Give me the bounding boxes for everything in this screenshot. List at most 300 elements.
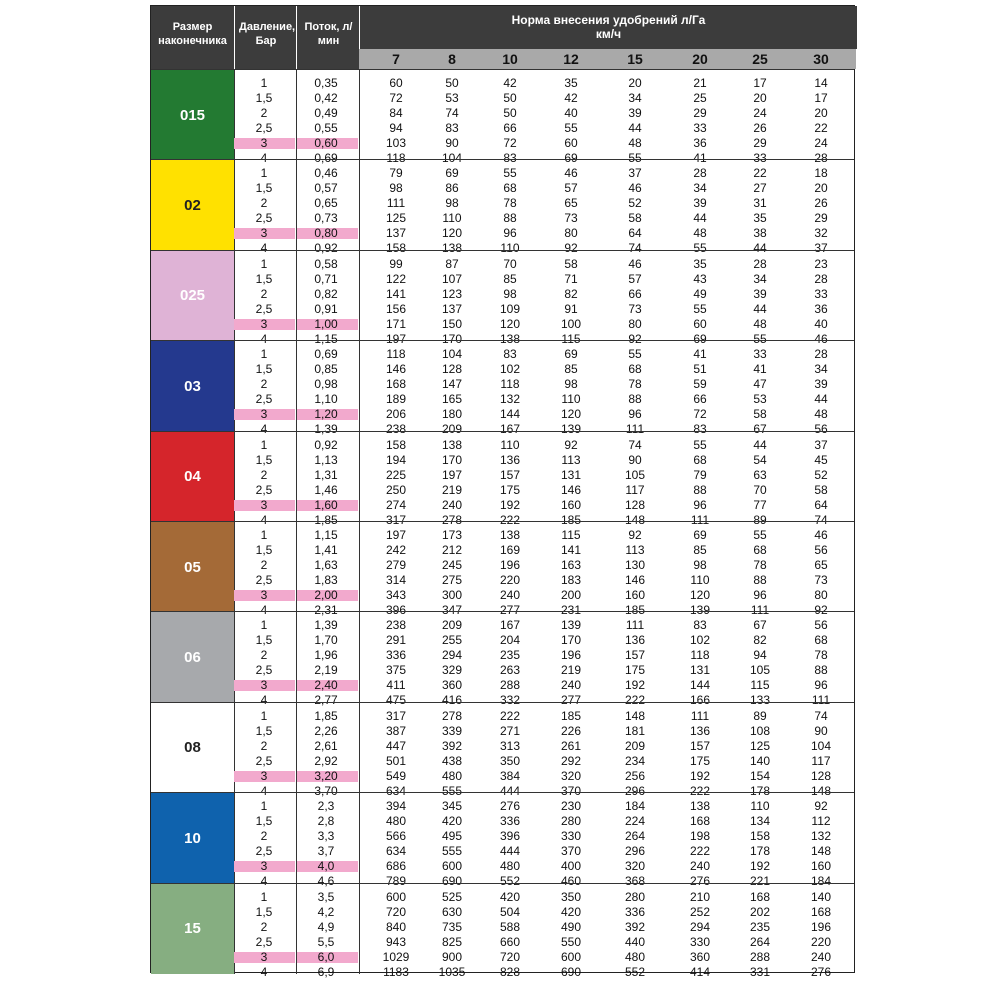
rate-cell: 789: [385, 874, 407, 889]
pressure-cell: 3: [260, 497, 268, 512]
flow-cell: 0,85: [314, 362, 338, 377]
rate-cell: 42: [503, 76, 517, 90]
rate-cell: 39: [753, 286, 767, 301]
rate-cell: 111: [750, 603, 770, 617]
rate-cell: 80: [628, 316, 642, 331]
rate-cell: 139: [560, 618, 582, 633]
rate-cell: 123: [441, 286, 463, 301]
pressure-cell: 4: [260, 874, 268, 889]
rate-cell: 90: [445, 136, 459, 150]
rate-cell: 175: [624, 663, 646, 678]
rate-cell: 98: [693, 558, 707, 572]
rate-cell: 300: [441, 588, 463, 602]
flow-cell: 2,77: [314, 693, 338, 708]
pressure-cell: 1,5: [255, 723, 273, 738]
pressure-cell: 1: [260, 76, 268, 90]
pressure-cell: 2: [260, 558, 268, 572]
table-row: [234, 829, 854, 844]
table-row: [234, 287, 854, 302]
rate-cell: 480: [441, 768, 463, 783]
flow-cell: 1,15: [314, 528, 338, 542]
nozzle-size-swatch: [151, 612, 234, 702]
rate-cell: 330: [560, 829, 582, 844]
rate-cell: 555: [441, 844, 463, 859]
rate-cell: 144: [499, 407, 521, 422]
table-row: [234, 166, 854, 181]
rate-cell: 235: [499, 648, 521, 663]
nozzle-group: [151, 250, 854, 346]
rate-cell: 168: [810, 904, 832, 919]
rate-cell: 68: [814, 633, 828, 648]
rate-cell: 37: [814, 241, 828, 256]
rate-cell: 148: [810, 844, 832, 859]
rate-cell: 146: [385, 362, 407, 377]
rate-cell: 70: [503, 256, 517, 271]
rate-cell: 73: [628, 301, 642, 316]
rate-cell: 234: [624, 753, 646, 768]
rate-cell: 110: [561, 392, 581, 407]
table-row: [234, 226, 854, 241]
pressure-cell: 3: [260, 949, 268, 964]
rate-cell: 92: [564, 241, 578, 256]
pressure-cell: 2,5: [255, 301, 273, 316]
pressure-cell: 2,5: [255, 844, 273, 859]
rate-cell: 192: [749, 859, 771, 874]
rate-cell: 131: [689, 663, 711, 678]
rate-cell: 263: [499, 663, 521, 678]
rate-cell: 55: [753, 331, 767, 346]
rate-cell: 189: [385, 392, 407, 407]
rate-cell: 138: [499, 528, 521, 542]
rate-cell: 278: [441, 708, 463, 723]
rate-cell: 55: [753, 528, 767, 542]
rate-cell: 17: [814, 91, 828, 105]
rate-cell: 238: [385, 618, 407, 633]
pressure-cell: 1,5: [255, 904, 273, 919]
flow-cell: 0,57: [314, 181, 338, 196]
rate-cell: 26: [814, 196, 828, 211]
rate-cell: 69: [564, 151, 578, 165]
table-row: [234, 528, 854, 543]
rate-cell: 110: [750, 799, 770, 814]
pressure-cell: 1: [260, 347, 268, 362]
rate-cell: 185: [624, 603, 646, 617]
rate-cell: 55: [503, 166, 517, 181]
rate-cell: 46: [628, 181, 642, 196]
table-row: [234, 136, 854, 151]
rate-cell: 134: [749, 814, 771, 829]
rate-cell: 56: [814, 618, 828, 633]
rate-cell: 170: [441, 331, 463, 346]
speed-header-6: 25: [752, 51, 768, 67]
rate-cell: 943: [385, 934, 407, 949]
rate-cell: 68: [693, 452, 707, 467]
rate-cell: 96: [503, 226, 517, 241]
rate-cell: 240: [441, 497, 463, 512]
pressure-cell: 2: [260, 286, 268, 301]
flow-cell: 6,9: [317, 964, 335, 979]
rate-cell: 74: [814, 708, 828, 723]
nozzle-size-swatch: [151, 884, 234, 974]
nozzle-size-label: 02: [184, 197, 201, 215]
rate-cell: 148: [624, 708, 646, 723]
rate-cell: 55: [693, 437, 707, 452]
nozzle-size-label: 15: [184, 920, 201, 938]
nozzle-size-swatch: [151, 70, 234, 160]
rate-cell: 138: [441, 437, 463, 452]
rate-cell: 110: [442, 211, 462, 226]
rate-cell: 339: [441, 723, 463, 738]
rate-cell: 47: [753, 377, 767, 392]
rate-cell: 74: [628, 241, 642, 256]
pressure-cell: 4: [260, 603, 268, 617]
rate-cell: 36: [814, 301, 828, 316]
pressure-cell: 3: [260, 407, 268, 422]
flow-cell: 1,20: [314, 407, 338, 422]
nozzle-size-swatch: [151, 160, 234, 250]
rate-cell: 111: [625, 422, 645, 437]
rate-cell: 42: [564, 91, 578, 105]
table-row: [234, 362, 854, 377]
rate-cell: 370: [560, 783, 582, 798]
rate-cell: 141: [385, 286, 407, 301]
rate-cell: 110: [500, 437, 520, 452]
table-row: [234, 302, 854, 317]
rate-cell: 690: [560, 964, 582, 979]
nozzle-group: [151, 159, 854, 256]
flow-header-text: Поток, л/мин: [304, 21, 353, 47]
rate-cell: 480: [624, 949, 646, 964]
rate-cell: 634: [385, 844, 407, 859]
rate-cell: 113: [561, 452, 581, 467]
rate-cell: 118: [500, 377, 520, 392]
rate-cell: 242: [385, 543, 407, 557]
rate-cell: 40: [814, 316, 828, 331]
rate-cell: 37: [814, 437, 828, 452]
table-row: [234, 724, 854, 739]
rate-cell: 291: [385, 633, 407, 648]
rate-cell: 71: [564, 271, 578, 286]
rate-cell: 73: [564, 211, 578, 226]
rate-cell: 552: [624, 964, 646, 979]
pressure-cell: 1,5: [255, 814, 273, 829]
rate-cell: 210: [689, 889, 711, 904]
rate-cell: 69: [693, 331, 707, 346]
rate-cell: 54: [753, 452, 767, 467]
rate-cell: 277: [499, 603, 521, 617]
flow-cell: 4,6: [317, 874, 335, 889]
flow-cell: 0,80: [314, 226, 338, 241]
rate-cell: 84: [389, 106, 403, 120]
rate-cell: 64: [628, 226, 642, 241]
table-row: [234, 663, 854, 678]
rate-cell: 57: [564, 181, 578, 196]
flow-cell: 3,7: [317, 844, 335, 859]
rate-cell: 60: [693, 316, 707, 331]
table-row: [234, 814, 854, 829]
rate-cell: 28: [814, 271, 828, 286]
rate-cell: 336: [624, 904, 646, 919]
rate-cell: 83: [503, 347, 517, 362]
pressure-cell: 4: [260, 693, 268, 708]
rate-cell: 38: [753, 226, 767, 241]
pressure-cell: 2: [260, 467, 268, 482]
rate-cell: 420: [441, 814, 463, 829]
rate-cell: 37: [628, 166, 642, 181]
rate-cell: 79: [693, 467, 707, 482]
flow-cell: 3,3: [317, 829, 335, 844]
table-row: [234, 558, 854, 573]
rate-cell: 345: [441, 799, 463, 814]
rate-cell: 65: [814, 558, 828, 572]
nozzle-size-swatch: [151, 793, 234, 883]
rate-cell: 197: [385, 528, 407, 542]
flow-cell: 1,83: [314, 573, 338, 587]
rate-cell: 40: [564, 106, 578, 120]
rate-cell: 137: [441, 301, 463, 316]
rate-cell: 157: [499, 467, 521, 482]
pressure-cell: 3: [260, 768, 268, 783]
rate-cell: 600: [441, 859, 463, 874]
flow-cell: 1,39: [314, 618, 338, 633]
rate-cell: 39: [693, 196, 707, 211]
rate-cell: 219: [441, 482, 463, 497]
rate-cell: 115: [750, 678, 770, 693]
flow-cell: 2,40: [314, 678, 338, 693]
table-row: [234, 935, 854, 950]
table-row: [234, 920, 854, 935]
table-row: [234, 392, 854, 407]
rate-cell: 444: [499, 844, 521, 859]
rate-cell: 65: [564, 196, 578, 211]
rate-cell: 82: [753, 633, 767, 648]
flow-cell: 4,0: [317, 859, 335, 874]
nozzle-size-swatch: [151, 703, 234, 793]
rate-cell: 66: [693, 392, 707, 407]
flow-cell: 1,70: [314, 633, 338, 648]
rate-cell: 200: [560, 588, 582, 602]
pressure-cell: 3: [260, 316, 268, 331]
rate-cell: 20: [814, 106, 828, 120]
flow-cell: 0,69: [314, 347, 338, 362]
rate-cell: 46: [628, 256, 642, 271]
rate-cell: 68: [628, 362, 642, 377]
flow-cell: 0,42: [314, 91, 338, 105]
rate-cell: 33: [753, 347, 767, 362]
flow-cell: 0,55: [314, 121, 338, 135]
rate-cell: 69: [445, 166, 459, 181]
nozzle-group: [151, 702, 854, 798]
flow-cell: 0,73: [314, 211, 338, 226]
rate-cell: 120: [499, 316, 521, 331]
flow-cell: 2,19: [314, 663, 338, 678]
flow-cell: 0,92: [314, 241, 338, 256]
rate-cell: 58: [753, 407, 767, 422]
rate-cell: 271: [499, 723, 521, 738]
rate-cell: 74: [814, 512, 828, 527]
rate-cell: 360: [441, 678, 463, 693]
pressure-cell: 1,5: [255, 633, 273, 648]
rate-cell: 196: [560, 648, 582, 663]
rate-cell: 387: [385, 723, 407, 738]
table-row: [234, 181, 854, 196]
rate-cell: 686: [385, 859, 407, 874]
table-row: [234, 890, 854, 905]
rate-cell: 110: [690, 573, 710, 587]
rate-cell: 48: [628, 136, 642, 150]
rate-cell: 444: [499, 783, 521, 798]
rate-cell: 102: [499, 362, 521, 377]
flow-cell: 1,10: [314, 392, 338, 407]
nozzle-size-label: 10: [184, 829, 201, 847]
rate-cell: 78: [753, 558, 767, 572]
rate-cell: 370: [560, 844, 582, 859]
rate-cell: 128: [810, 768, 832, 783]
rate-cell: 400: [560, 859, 582, 874]
pressure-cell: 2,5: [255, 482, 273, 497]
rate-cell: 24: [814, 136, 828, 150]
rate-cell: 276: [689, 874, 711, 889]
rate-cell: 23: [814, 256, 828, 271]
pressure-cell: 1,5: [255, 271, 273, 286]
pressure-cell: 2,5: [255, 211, 273, 226]
rate-cell: 18: [814, 166, 828, 181]
rate-cell: 171: [385, 316, 407, 331]
rate-cell: 158: [385, 437, 407, 452]
nozzle-size-swatch: [151, 341, 234, 431]
rate-cell: 20: [753, 91, 767, 105]
rate-cell: 67: [753, 422, 767, 437]
nozzle-group: [151, 521, 854, 617]
rate-cell: 245: [441, 558, 463, 572]
table-row: [234, 498, 854, 513]
rate-cell: 50: [503, 91, 517, 105]
rate-cell: 320: [624, 859, 646, 874]
rate-cell: 60: [564, 136, 578, 150]
rate-cell: 115: [561, 528, 581, 542]
table-row: [234, 347, 854, 362]
rate-cell: 88: [628, 392, 642, 407]
rate-cell: 552: [499, 874, 521, 889]
rate-cell: 28: [814, 347, 828, 362]
rate-cell: 33: [753, 151, 767, 165]
rate-cell: 89: [753, 708, 767, 723]
rate-cell: 27: [753, 181, 767, 196]
rate-cell: 72: [693, 407, 707, 422]
rate-cell: 550: [560, 934, 582, 949]
rate-cell: 68: [753, 543, 767, 557]
rate-cell: 280: [560, 814, 582, 829]
rate-cell: 256: [624, 768, 646, 783]
pressure-cell: 2: [260, 829, 268, 844]
rate-cell: 170: [441, 452, 463, 467]
rate-cell: 735: [441, 919, 463, 934]
flow-cell: 2,31: [314, 603, 338, 617]
rate-cell: 92: [814, 799, 828, 814]
rate-cell: 79: [389, 166, 403, 181]
table-row: [234, 407, 854, 422]
rate-cell: 99: [389, 256, 403, 271]
flow-cell: 0,91: [314, 301, 338, 316]
rate-cell: 102: [689, 633, 711, 648]
rate-cell: 133: [749, 693, 771, 708]
rate-cell: 111: [690, 708, 710, 723]
rate-cell: 350: [499, 753, 521, 768]
flow-cell: 2,00: [314, 588, 338, 602]
pressure-cell: 1: [260, 618, 268, 633]
rate-cell: 103: [385, 136, 407, 150]
table-row: [234, 543, 854, 558]
rate-cell: 438: [441, 753, 463, 768]
nozzle-size-label: 06: [184, 649, 201, 667]
rate-cell: 720: [499, 949, 521, 964]
rate-cell: 96: [814, 678, 828, 693]
rate-cell: 1029: [382, 949, 410, 964]
rate-cell: 80: [564, 226, 578, 241]
size-header-text: Размер наконечника: [158, 21, 227, 47]
flow-cell: 2,61: [314, 738, 338, 753]
rate-cell: 279: [385, 558, 407, 572]
rate-cell: 460: [560, 874, 582, 889]
rate-cell: 14: [814, 76, 828, 90]
rate-cell: 566: [385, 829, 407, 844]
rate-cell: 83: [693, 422, 707, 437]
pressure-cell: 1,5: [255, 91, 273, 105]
nozzle-size-label: 08: [184, 739, 201, 757]
table-row: [234, 272, 854, 287]
nozzle-group: [151, 340, 854, 437]
flow-cell: 0,58: [314, 256, 338, 271]
rate-cell: 175: [689, 753, 711, 768]
rate-cell: 118: [386, 151, 406, 165]
table-row: [234, 709, 854, 724]
rate-cell: 317: [385, 708, 407, 723]
rate-cell: 264: [749, 934, 771, 949]
rate-cell: 39: [628, 106, 642, 120]
rate-cell: 44: [693, 211, 707, 226]
flow-cell: 0,82: [314, 286, 338, 301]
rate-cell: 50: [445, 76, 459, 90]
rate-cell: 222: [624, 693, 646, 708]
pressure-cell: 1: [260, 528, 268, 542]
rate-cell: 44: [814, 392, 828, 407]
rate-cell: 53: [753, 392, 767, 407]
rate-cell: 276: [810, 964, 832, 979]
pressure-cell: 1: [260, 708, 268, 723]
rate-cell: 98: [503, 286, 517, 301]
rate-cell: 92: [564, 437, 578, 452]
rate-cell: 63: [753, 467, 767, 482]
rate-cell: 209: [441, 422, 463, 437]
table-row: [234, 588, 854, 603]
rate-cell: 45: [814, 452, 828, 467]
rate-cell: 277: [560, 693, 582, 708]
rate-cell: 24: [753, 106, 767, 120]
speed-header-3: 12: [563, 51, 579, 67]
rate-cell: 35: [564, 76, 578, 90]
pressure-header: [234, 6, 297, 69]
rate-cell: 288: [499, 678, 521, 693]
flow-cell: 0,71: [314, 271, 338, 286]
rate-cell: 1035: [438, 964, 466, 979]
pressure-cell: 2: [260, 196, 268, 211]
rate-cell: 375: [385, 663, 407, 678]
size-header: [151, 6, 234, 69]
rate-cell: 178: [749, 844, 771, 859]
flow-cell: 4,9: [317, 919, 335, 934]
rate-cell: 140: [749, 753, 771, 768]
rate-cell: 139: [560, 422, 582, 437]
